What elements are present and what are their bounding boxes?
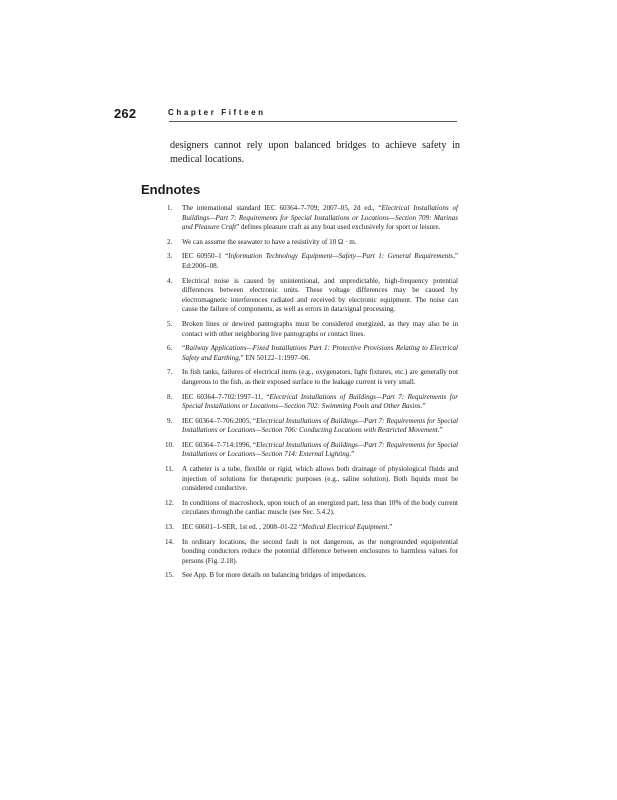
- endnote-title: Railway Applications—Fixed Installations Part 1: Protective Provisions Relating to Electrical Safety and Earthing: [182, 344, 458, 362]
- endnote-title: Electrical Installations of Buildings—Part 7: Requirements for Special Installations or Locations—Section 702: Swimming Pools and Other Basins: [182, 392, 458, 411]
- endnote-number: 12.: [165, 498, 174, 507]
- endnote-item: [168, 417, 458, 436]
- endnote-number: 3.: [167, 252, 173, 261]
- endnote-text-end: ,” Ed:2006–08.: [182, 252, 458, 270]
- endnote-number: 13.: [165, 523, 174, 532]
- endnote-text: The international standard IEC 60364–7-709; 2007–05, 2d ed., “: [182, 204, 382, 212]
- endnote-item: [165, 523, 458, 533]
- endnote-text: See App. B for more details on balancing bridges of impedances.: [182, 571, 367, 580]
- endnote-title: Electrical Installations of Buildings—Part 7: Requirements for Special Installations or Locations—Section 706: Conducting Locations with Restricted Movement: [182, 416, 459, 435]
- endnote-text: IEC 60364–7-706:2005, “: [182, 416, 257, 425]
- endnote-text: “: [182, 344, 186, 353]
- endnote-number: 15.: [165, 571, 174, 580]
- endnotes-list: [165, 204, 459, 586]
- endnote-title: Medical Electrical Equipment: [302, 523, 388, 532]
- chapter-label: Chapter Fifteen: [168, 108, 266, 117]
- endnote-item: [165, 498, 458, 518]
- header-rule: [169, 121, 457, 122]
- endnote-item: [168, 320, 458, 339]
- endnote-text: We can assume the seawater to have a resistivity of 10 Ω · m.: [182, 237, 357, 246]
- endnote-item: [165, 465, 458, 494]
- endnote-number: 4.: [167, 276, 173, 285]
- endnote-item: [165, 537, 458, 567]
- endnote-item: [168, 204, 458, 233]
- endnote-number: 14.: [165, 537, 174, 546]
- endnote-number: 7.: [167, 368, 173, 377]
- endnote-text: Broken lines or dewired pantographs must be considered energized, as they may also be in contact with other neighboring live pantographs or contact lines.: [182, 319, 458, 338]
- page-number: 262: [114, 106, 137, 121]
- endnote-item: [165, 571, 458, 581]
- endnote-number: 1.: [167, 204, 173, 212]
- endnote-number: 6.: [167, 344, 173, 353]
- endnote-item: [168, 393, 458, 412]
- endnote-number: 10.: [165, 440, 174, 449]
- endnote-title: Information Technology Equipment—Safety—Part 1: General Requirements: [228, 252, 454, 261]
- endnote-text: In ordinary locations, the second fault is not dangerous, as the nongrounded equipotential bonding conductors reduce the potential difference between enclosures to harmless values for persons (Fig. 2.18).: [182, 537, 458, 565]
- endnote-number: 5.: [167, 319, 173, 328]
- endnote-text: In fish tanks, failures of electrical items (e.g., oxygenators, light fixtures, etc.) are generally not dangerous to the fish, as their exposed surface to the leakage current is very small.: [182, 368, 458, 386]
- endnote-number: 11.: [165, 465, 174, 474]
- endnote-text: Electrical noise is caused by unintentional, and unpredictable, high-frequency potential differences between electronic units. These voltage differences may be caused by electromagnetic interferences radiated and received by electronic equipment. The noise can cause the failure of components, as well as errors in data/signal processing.: [182, 276, 458, 314]
- endnote-item: [165, 440, 459, 460]
- endnote-title: Electrical Installations of Buildings—Part 7: Requirements for Special Installations or Locations—Section 714: External Lighting: [182, 440, 459, 459]
- endnote-text-end: .”: [387, 523, 393, 532]
- endnote-item: [168, 238, 458, 248]
- endnote-text-end: .”: [437, 426, 443, 435]
- endnote-number: 9.: [167, 416, 173, 425]
- endnote-item: [168, 368, 458, 387]
- endnote-text-end: ,” EN 50122–1:1997–06.: [238, 353, 311, 362]
- endnote-text: IEC 60364–7-702:1997–11, “: [182, 392, 270, 401]
- endnote-text-end: .”: [349, 450, 355, 459]
- endnote-title: Electrical Installations of Buildings—Part 7: Requirements for Special Installations or Locations—Section 709: Marinas and Pleasure Craft: [182, 204, 458, 232]
- intro-paragraph: designers cannot rely upon balanced bridges to achieve safety in medical locations.: [170, 140, 460, 165]
- endnote-item: [168, 277, 458, 315]
- endnote-text-end: .”: [420, 402, 426, 411]
- section-heading: Endnotes: [141, 182, 201, 197]
- endnote-text: In conditions of macroshock, upon touch of an energized part, less than 10% of the body current circulates through the cardiac muscle (see Sec. 5.4.2).: [182, 498, 458, 517]
- endnote-text: IEC 60601–1-SER, 1st ed. , 2008–01-22 “: [182, 523, 302, 532]
- endnote-text-end: ” defines pleasure craft as any boat used exclusively for sport or leisure.: [236, 223, 441, 232]
- endnote-item: [168, 252, 458, 271]
- endnote-text: A catheter is a tube, flexible or rigid, which allows both drainage of physiological fluids and injection of solutions for therapeutic purposes (e.g., saline solution). Both liquids must be considered conductive.: [182, 465, 458, 493]
- running-header: [114, 106, 464, 122]
- endnote-text: IEC 60364–7-714:1996, “: [182, 440, 257, 449]
- endnote-number: 8.: [167, 392, 173, 401]
- endnote-item: [168, 344, 458, 363]
- endnote-text: IEC 60950–1 “: [182, 252, 229, 261]
- endnote-number: 2.: [167, 237, 173, 246]
